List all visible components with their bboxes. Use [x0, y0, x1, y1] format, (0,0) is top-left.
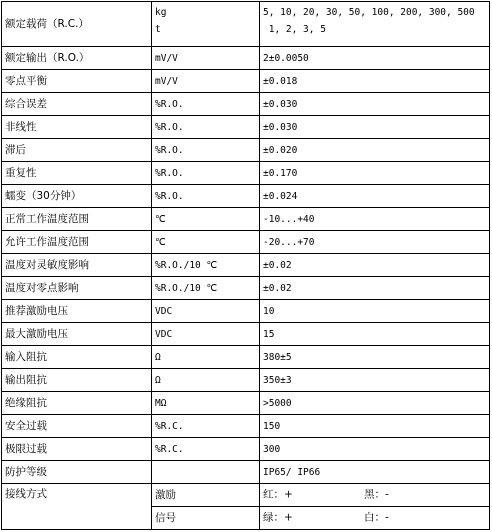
unit-cell: %R.O.	[152, 116, 260, 139]
unit-cell: %R.O.	[152, 162, 260, 185]
param-cell: 零点平衡	[2, 70, 152, 93]
table-row	[2, 70, 490, 93]
unit-cell: Ω	[152, 346, 260, 369]
table-row	[2, 93, 490, 116]
wiring-value-excitation	[260, 484, 490, 507]
value-cell: ±0.024	[260, 185, 490, 208]
unit-cell: mV/V	[152, 47, 260, 70]
value-line: 5, 10, 20, 30, 50, 100, 200, 300, 500	[263, 7, 475, 18]
unit-cell	[152, 2, 260, 47]
wiring-param-cell: 接线方式	[2, 484, 152, 530]
param-cell: 正常工作温度范围	[2, 208, 152, 231]
param-cell: 绝缘阻抗	[2, 392, 152, 415]
unit-cell: %R.C.	[152, 415, 260, 438]
table-row	[2, 415, 490, 438]
param-cell: 综合误差	[2, 93, 152, 116]
table-row	[2, 369, 490, 392]
wiring-label-excitation: 激励	[152, 484, 260, 507]
value-cell: 15	[260, 323, 490, 346]
value-cell: ±0.020	[260, 139, 490, 162]
value-cell: ±0.02	[260, 277, 490, 300]
wiring-value-signal	[260, 507, 490, 530]
value-cell: ±0.030	[260, 116, 490, 139]
value-cell: -10...+40	[260, 208, 490, 231]
table-row	[2, 139, 490, 162]
value-cell: 300	[260, 438, 490, 461]
wiring-label-signal: 信号	[152, 507, 260, 530]
wire-green-positive: 绿：+	[263, 511, 293, 524]
param-cell: 额定输出（R.O.）	[2, 47, 152, 70]
value-cell: 380±5	[260, 346, 490, 369]
value-cell: ±0.030	[260, 93, 490, 116]
table-row	[2, 277, 490, 300]
value-cell: ±0.170	[260, 162, 490, 185]
param-cell: 输出阻抗	[2, 369, 152, 392]
spec-table	[1, 1, 490, 530]
param-cell: 滞后	[2, 139, 152, 162]
wiring-row-excitation	[2, 484, 490, 507]
param-cell: 最大激励电压	[2, 323, 152, 346]
wire-white-negative: 白：-	[364, 511, 389, 524]
param-cell: 重复性	[2, 162, 152, 185]
table-row	[2, 162, 490, 185]
unit-cell: mV/V	[152, 70, 260, 93]
unit-cell: VDC	[152, 300, 260, 323]
value-cell: IP65/ IP66	[260, 461, 490, 484]
table-row	[2, 438, 490, 461]
unit-cell: ℃	[152, 208, 260, 231]
table-row	[2, 185, 490, 208]
unit-line: kg	[155, 7, 167, 18]
table-row	[2, 323, 490, 346]
value-cell: ±0.02	[260, 254, 490, 277]
unit-cell: VDC	[152, 323, 260, 346]
value-cell: >5000	[260, 392, 490, 415]
table-row	[2, 346, 490, 369]
table-row	[2, 300, 490, 323]
param-cell: 防护等级	[2, 461, 152, 484]
table-row	[2, 208, 490, 231]
value-cell: 10	[260, 300, 490, 323]
param-cell: 温度对灵敏度影响	[2, 254, 152, 277]
value-cell: 2±0.0050	[260, 47, 490, 70]
unit-cell: %R.C.	[152, 438, 260, 461]
table-row	[2, 461, 490, 484]
value-cell: 350±3	[260, 369, 490, 392]
param-cell: 允许工作温度范围	[2, 231, 152, 254]
unit-cell	[152, 461, 260, 484]
param-cell: 极限过载	[2, 438, 152, 461]
unit-cell: Ω	[152, 369, 260, 392]
table-row	[2, 231, 490, 254]
table-row	[2, 254, 490, 277]
unit-cell: %R.O.	[152, 139, 260, 162]
unit-cell: %R.O.	[152, 93, 260, 116]
value-cell: -20...+70	[260, 231, 490, 254]
unit-cell: ℃	[152, 231, 260, 254]
wire-black-negative: 黑：-	[364, 488, 389, 501]
wire-red-positive: 红：+	[263, 488, 293, 501]
value-line: 1, 2, 3, 5	[263, 24, 326, 35]
spec-table-body	[2, 2, 490, 530]
value-cell	[260, 2, 490, 47]
table-row	[2, 47, 490, 70]
value-cell: 150	[260, 415, 490, 438]
unit-cell: %R.O./10 ℃	[152, 277, 260, 300]
param-cell: 额定载荷（R.C.）	[2, 2, 152, 47]
unit-cell: MΩ	[152, 392, 260, 415]
param-cell: 推荐激励电压	[2, 300, 152, 323]
param-cell: 温度对零点影响	[2, 277, 152, 300]
param-cell: 蠕变（30分钟）	[2, 185, 152, 208]
unit-cell: %R.O./10 ℃	[152, 254, 260, 277]
param-cell: 非线性	[2, 116, 152, 139]
unit-cell: %R.O.	[152, 185, 260, 208]
table-row	[2, 392, 490, 415]
table-row	[2, 116, 490, 139]
param-cell: 输入阻抗	[2, 346, 152, 369]
unit-line: t	[155, 24, 161, 35]
param-cell: 安全过载	[2, 415, 152, 438]
table-row	[2, 2, 490, 47]
value-cell: ±0.018	[260, 70, 490, 93]
